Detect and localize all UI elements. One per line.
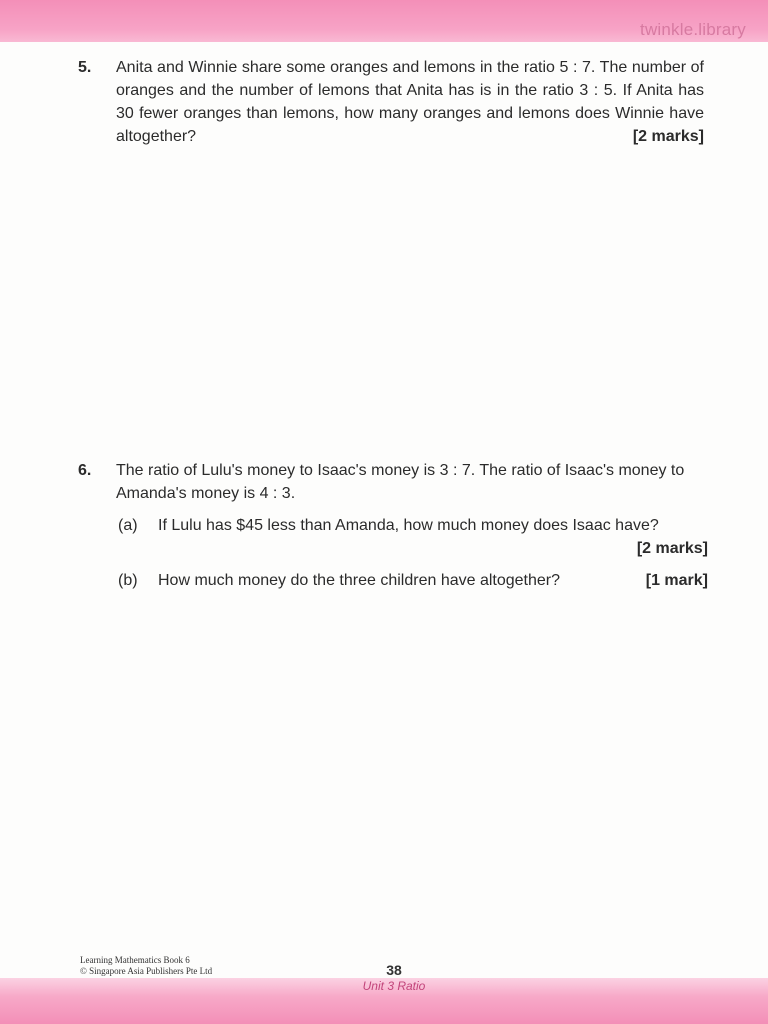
unit-label: Unit 3 Ratio [362, 979, 426, 993]
marks-label: [2 marks] [632, 128, 704, 145]
question-number: 5. [78, 59, 92, 76]
question-text [116, 56, 704, 148]
question-text: The ratio of Lulu's money to Isaac's money is 3 : 7. The ratio of Isaac's money to Amanda's money is 4 : 3. [116, 462, 685, 502]
book-title: Learning Mathematics Book 6 [80, 955, 190, 965]
marks-label: [2 marks] [636, 540, 708, 557]
marks-label: [1 mark] [645, 572, 708, 589]
question-part-a [118, 514, 708, 560]
question-part-b [118, 569, 708, 592]
footer-publisher-info [80, 955, 212, 977]
part-text: If Lulu has $45 less than Amanda, how much money does Isaac have? [158, 517, 659, 534]
question-number: 6. [78, 462, 92, 479]
part-label: (a) [118, 517, 138, 534]
question-body: Anita and Winnie share some oranges and lemons in the ratio 5 : 7. The number of oranges and the number of lemons that Anita has is in the ratio 3 : 5. If Anita has 30 fewer oranges than lemons, how many oranges and lemons does Winnie have altogether? [116, 59, 704, 145]
copyright-notice: © Singapore Asia Publishers Pte Ltd [80, 966, 213, 976]
watermark-text: twinkle.library [640, 20, 746, 39]
part-text: How much money do the three children have altogether? [158, 572, 561, 589]
question-5 [78, 56, 706, 156]
page-number: 38 [386, 962, 402, 978]
question-6 [78, 459, 708, 599]
part-label: (b) [118, 572, 138, 589]
